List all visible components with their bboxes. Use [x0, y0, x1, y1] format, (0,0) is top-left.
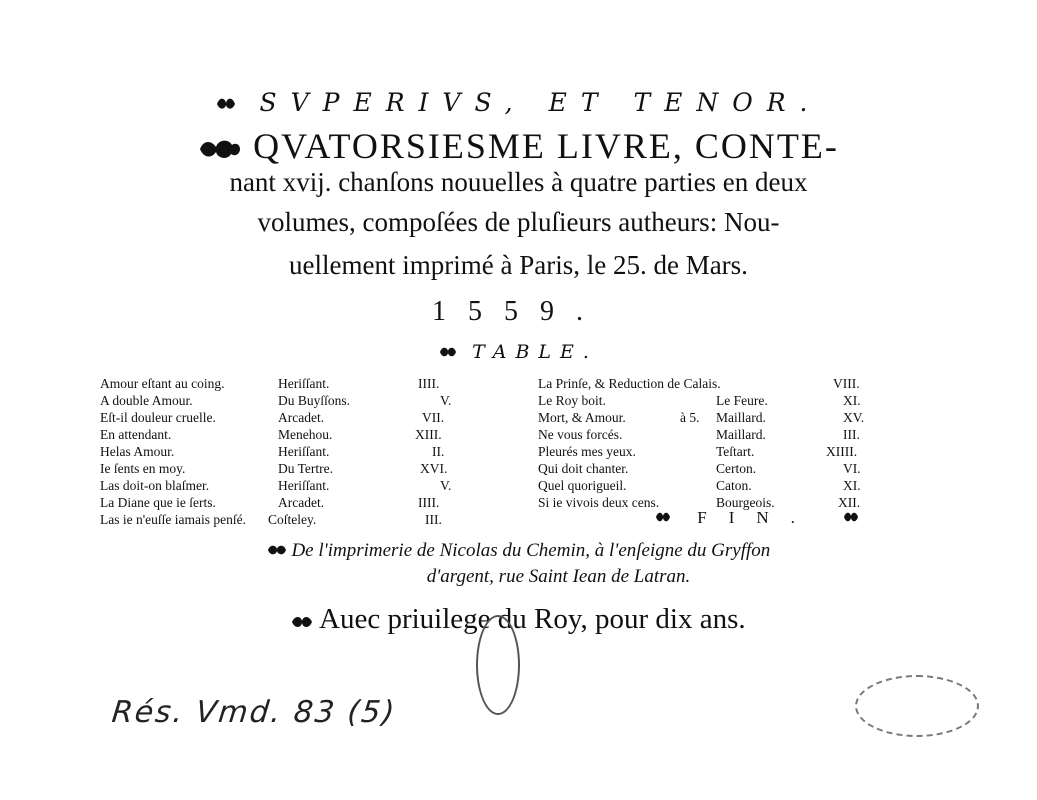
printer-line-2: d'argent, rue Saint Iean de Latran. — [426, 566, 691, 587]
song-number: III. — [843, 427, 860, 442]
table-row — [0, 393, 1037, 410]
fleuron-icon — [843, 509, 859, 529]
song-title: Las doit-on blaſmer. — [100, 478, 210, 493]
song-number: XI. — [843, 393, 861, 408]
shelfmark: Rés. Vmd. 83 (5) — [110, 695, 398, 730]
song-title: En attendant. — [100, 427, 172, 442]
printer-line-1 — [0, 540, 1037, 563]
table-row — [0, 427, 1037, 444]
song-title: Mort, & Amour. — [538, 410, 626, 425]
song-author: Heriſſant. — [278, 478, 330, 493]
song-author: Arcadet. — [278, 410, 325, 425]
song-title: A double Amour. — [100, 393, 193, 408]
song-number: IIII. — [418, 376, 440, 391]
fleuron-icon — [267, 541, 287, 563]
song-author: Bourgeois. — [716, 495, 775, 510]
song-voices: à 5. — [680, 410, 700, 425]
song-title: Amour eſtant au coing. — [100, 376, 225, 391]
song-number: III. — [425, 512, 442, 527]
song-number: VI. — [843, 461, 861, 476]
subtitle-line-1: nant xvij. chanſons nouuelles à quatre parties en deux — [229, 167, 808, 197]
song-author: Teſtart. — [716, 444, 755, 459]
table-row — [0, 444, 1037, 461]
song-title: Ie ſents en moy. — [100, 461, 186, 476]
voice-text: SVPERIVS, ET TENOR. — [259, 88, 822, 117]
song-number: XIIII. — [826, 444, 858, 459]
table-row — [0, 495, 1037, 512]
book-title — [0, 125, 1037, 171]
table-row — [0, 512, 1037, 529]
fin-mark — [655, 508, 859, 529]
table-row — [0, 410, 1037, 427]
subtitle-line-2: volumes, compoſées de pluſieurs autheurs: Nou- — [257, 207, 780, 237]
song-title: Qui doit chanter. — [538, 461, 629, 476]
fleuron-icon — [439, 342, 457, 364]
song-title: La Prinſe, & Reduction de Calais. — [538, 376, 721, 391]
song-title: Helas Amour. — [100, 444, 175, 459]
song-author: Certon. — [716, 461, 757, 476]
song-author: Maillard. — [716, 427, 766, 442]
subtitle-line-3: uellement imprimé à Paris, le 25. de Mars. — [289, 250, 748, 280]
song-title: Quel quorigueil. — [538, 478, 627, 493]
library-stamp-icon — [855, 675, 979, 737]
song-author: Arcadet. — [278, 495, 325, 510]
song-number: XV. — [843, 410, 865, 425]
fleuron-icon — [198, 129, 242, 171]
table-heading-text: TABLE. — [472, 341, 598, 363]
publication-year: 1559. — [432, 296, 605, 327]
song-title: Las ie n'euſſe iamais penſé. — [100, 512, 247, 527]
song-number: XII. — [838, 495, 861, 510]
song-number: XI. — [843, 478, 861, 493]
song-number: XVI. — [420, 461, 448, 476]
song-author: Du Buyſſons. — [278, 393, 351, 408]
song-title: Si ie vivois deux cens. — [538, 495, 660, 510]
fleuron-icon — [215, 90, 237, 119]
song-author: Maillard. — [716, 410, 766, 425]
table-heading — [0, 341, 1037, 364]
table-row — [0, 376, 1037, 393]
song-number: VII. — [422, 410, 445, 425]
song-number: VIII. — [833, 376, 860, 391]
table-row — [0, 461, 1037, 478]
song-author: Caton. — [716, 478, 752, 493]
song-author: Menehou. — [278, 427, 333, 442]
song-number: V. — [440, 393, 452, 408]
song-title: Le Roy boit. — [538, 393, 606, 408]
song-title: Pleurés mes yeux. — [538, 444, 636, 459]
song-author: Le Feure. — [716, 393, 768, 408]
title-text: QVATORSIESME LIVRE, CONTE- — [253, 126, 839, 166]
song-author: Heriſſant. — [278, 376, 330, 391]
privilege-text: Auec priuilege du Roy, pour dix ans. — [319, 603, 746, 635]
song-number: IIII. — [418, 495, 440, 510]
voice-line — [0, 88, 1037, 119]
fin-text: FIN. — [697, 508, 817, 527]
song-author: Heriſſant. — [278, 444, 330, 459]
song-author: Coſteley. — [268, 512, 317, 527]
song-title: Eſt-il douleur cruelle. — [100, 410, 216, 425]
song-title: La Diane que ie ſerts. — [100, 495, 216, 510]
table-row — [0, 478, 1037, 495]
fleuron-icon — [655, 509, 671, 529]
song-number: V. — [440, 478, 452, 493]
library-stamp-icon — [476, 615, 520, 715]
privilege-line — [0, 603, 1037, 638]
fleuron-icon — [291, 605, 313, 638]
printer-text-1: De l'imprimerie de Nicolas du Chemin, à l'enſeigne du Gryffon — [291, 540, 771, 561]
song-number: XIII. — [415, 427, 442, 442]
song-number: II. — [432, 444, 445, 459]
song-title: Ne vous forcés. — [538, 427, 623, 442]
song-author: Du Tertre. — [278, 461, 334, 476]
